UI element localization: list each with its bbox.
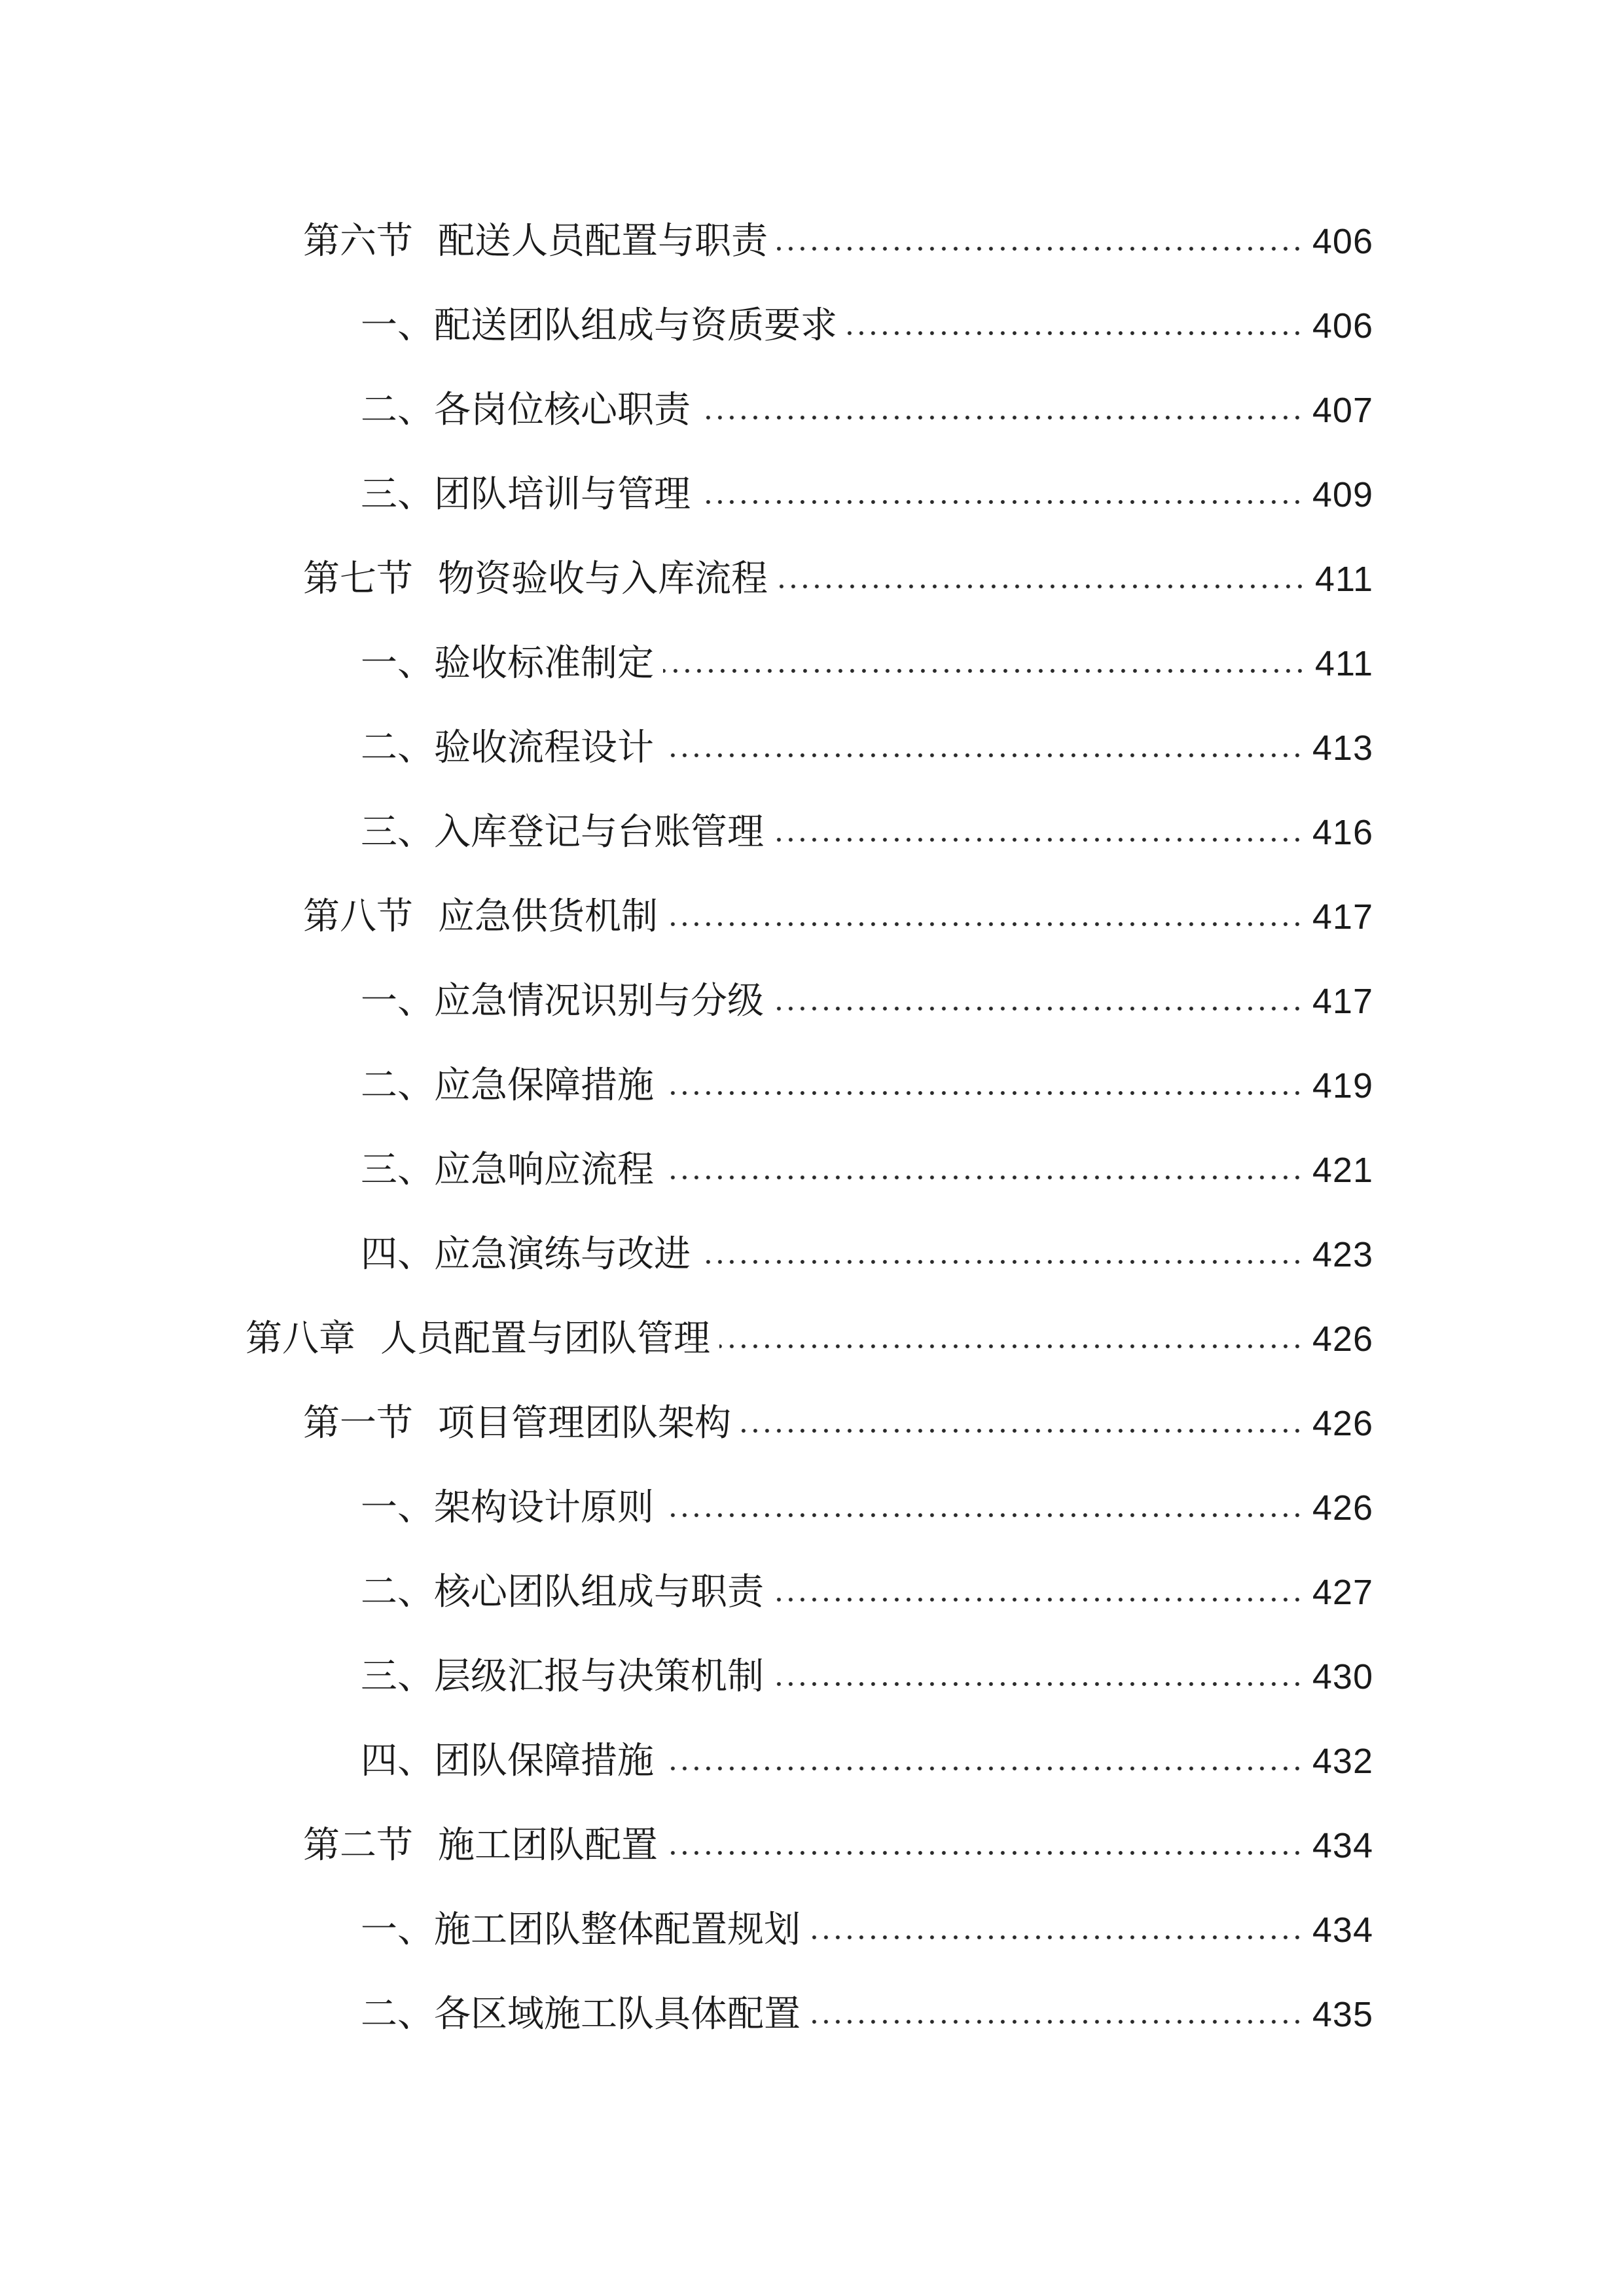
toc-entry-page: 406	[1312, 222, 1373, 261]
toc-entry-number: 三、	[361, 473, 434, 516]
toc-entry-item[interactable]	[361, 1563, 1373, 1622]
toc-entry-page: 435	[1312, 1995, 1373, 2034]
toc-entry-item[interactable]	[361, 1225, 1373, 1284]
toc-entry-label	[361, 1141, 654, 1200]
dot-leader	[663, 1090, 1303, 1096]
toc-entry-title: 项目管理团队架构	[438, 1402, 731, 1444]
toc-entry-title: 团队保障措施	[434, 1740, 654, 1782]
dot-leader	[667, 922, 1303, 927]
toc-entry-label	[245, 1310, 710, 1369]
toc-entry-title: 应急保障措施	[434, 1064, 654, 1107]
toc-entry-label	[361, 1225, 691, 1284]
toc-entry-label	[303, 1394, 731, 1453]
toc-entry-title: 层级汇报与决策机制	[434, 1655, 764, 1698]
toc-entry-label	[303, 550, 768, 609]
toc-entry-section[interactable]	[303, 1816, 1373, 1875]
toc-entry-section[interactable]	[303, 888, 1373, 946]
toc-entry-title: 应急供货机制	[438, 895, 658, 938]
toc-entry-page: 416	[1312, 813, 1373, 852]
toc-entry-page: 430	[1312, 1657, 1373, 1696]
toc-entry-number: 二、	[361, 726, 434, 769]
dot-leader	[773, 1681, 1303, 1687]
dot-leader	[810, 2019, 1303, 2024]
toc-entry-page: 426	[1312, 1404, 1373, 1443]
toc-entry-title: 应急情况识别与分级	[434, 980, 764, 1022]
toc-entry-item[interactable]	[361, 296, 1373, 355]
toc-entry-item[interactable]	[361, 634, 1373, 693]
toc-entry-page: 426	[1312, 1319, 1373, 1359]
dot-leader	[777, 246, 1303, 251]
toc-entry-label	[361, 1563, 764, 1622]
toc-entry-number: 四、	[361, 1740, 434, 1782]
dot-leader	[663, 1513, 1303, 1518]
toc-entry-item[interactable]	[361, 972, 1373, 1031]
toc-entry-number: 第八章	[245, 1318, 355, 1360]
toc-entry-title: 人员配置与团队管理	[380, 1318, 710, 1360]
dot-leader	[719, 1344, 1303, 1349]
toc-entry-page: 413	[1312, 728, 1373, 768]
toc-entry-item[interactable]	[361, 1985, 1373, 2044]
toc-entry-label	[361, 465, 691, 524]
toc-entry-label	[303, 212, 768, 271]
toc-entry-number: 一、	[361, 304, 434, 347]
toc-entry-item[interactable]	[361, 465, 1373, 524]
toc-entry-title: 核心团队组成与职责	[434, 1571, 764, 1613]
toc-entry-page: 423	[1312, 1235, 1373, 1274]
toc-entry-page: 421	[1312, 1151, 1373, 1190]
dot-leader	[663, 1175, 1303, 1180]
toc-entry-label	[361, 1985, 801, 2044]
toc-entry-label	[361, 803, 764, 862]
toc-entry-number: 三、	[361, 1655, 434, 1698]
toc-entry-title: 物资验收与入库流程	[438, 558, 768, 600]
toc-entry-number: 四、	[361, 1233, 434, 1276]
toc-entry-number: 第七节	[303, 558, 413, 600]
dot-leader	[810, 1935, 1303, 1940]
toc-entry-number: 二、	[361, 1571, 434, 1613]
dot-leader	[700, 1259, 1303, 1265]
dot-leader	[777, 584, 1306, 589]
dot-leader	[846, 331, 1303, 336]
toc-entry-label	[361, 719, 654, 778]
dot-leader	[663, 668, 1306, 673]
toc-entry-title: 验收流程设计	[434, 726, 654, 769]
toc-entry-number: 第一节	[303, 1402, 413, 1444]
dot-leader	[773, 1006, 1303, 1011]
toc-entry-number: 二、	[361, 1064, 434, 1107]
toc-entry-item[interactable]	[361, 1647, 1373, 1706]
toc-entry-item[interactable]	[361, 1479, 1373, 1537]
toc-entry-label	[361, 1479, 654, 1537]
dot-leader	[773, 1597, 1303, 1602]
toc-entry-item[interactable]	[361, 381, 1373, 440]
toc-entry-number: 二、	[361, 389, 434, 431]
toc-entry-page: 411	[1314, 560, 1373, 599]
toc-entry-number: 第二节	[303, 1824, 413, 1867]
dot-leader	[663, 1766, 1303, 1771]
toc-entry-number: 二、	[361, 1993, 434, 2036]
toc-entry-page: 411	[1314, 644, 1373, 683]
toc-entry-title: 施工团队整体配置规划	[434, 1909, 801, 1951]
toc-entry-label	[303, 1816, 658, 1875]
toc-entry-page: 426	[1312, 1488, 1373, 1528]
toc-entry-number: 第八节	[303, 895, 413, 938]
toc-entry-label	[361, 1647, 764, 1706]
toc-entry-item[interactable]	[361, 1732, 1373, 1791]
dot-leader	[663, 753, 1303, 758]
toc-entry-item[interactable]	[361, 719, 1373, 778]
toc-entry-page: 434	[1312, 1910, 1373, 1950]
toc-entry-page: 417	[1312, 982, 1373, 1021]
toc-entry-page: 427	[1312, 1573, 1373, 1612]
toc-entry-section[interactable]	[303, 550, 1373, 609]
dot-leader	[740, 1428, 1303, 1433]
toc-entry-number: 第六节	[303, 220, 413, 262]
toc-entry-item[interactable]	[361, 1901, 1373, 1960]
toc-entry-page: 406	[1312, 306, 1373, 346]
toc-entry-chapter[interactable]	[245, 1310, 1373, 1369]
toc-entry-label	[361, 634, 654, 693]
toc-entry-title: 配送团队组成与资质要求	[434, 304, 837, 347]
toc-entry-section[interactable]	[303, 212, 1373, 271]
toc-entry-label	[361, 1732, 654, 1791]
dot-leader	[667, 1850, 1303, 1856]
toc-entry-label	[361, 1901, 801, 1960]
dot-leader	[773, 837, 1303, 842]
toc-entry-label	[361, 1056, 654, 1115]
toc-entry-label	[361, 972, 764, 1031]
toc-entry-page: 432	[1312, 1742, 1373, 1781]
toc-entry-title: 各区域施工队具体配置	[434, 1993, 801, 2036]
dot-leader	[700, 415, 1303, 420]
toc-entry-number: 三、	[361, 1149, 434, 1191]
dot-leader	[700, 499, 1303, 505]
toc-entry-label	[303, 888, 658, 946]
toc-entry-title: 验收标准制定	[434, 642, 654, 685]
toc-entry-item[interactable]	[361, 1056, 1373, 1115]
toc-entry-number: 一、	[361, 642, 434, 685]
toc-entry-title: 架构设计原则	[434, 1486, 654, 1529]
toc-entry-page: 417	[1312, 897, 1373, 937]
toc-entry-number: 一、	[361, 1909, 434, 1951]
toc-entry-page: 419	[1312, 1066, 1373, 1105]
toc-entry-number: 一、	[361, 980, 434, 1022]
toc-entry-page: 409	[1312, 475, 1373, 514]
toc-entry-label	[361, 381, 691, 440]
toc-entry-section[interactable]	[303, 1394, 1373, 1453]
toc-entry-title: 施工团队配置	[438, 1824, 658, 1867]
toc-entry-item[interactable]	[361, 803, 1373, 862]
toc-entry-item[interactable]	[361, 1141, 1373, 1200]
toc-entry-title: 各岗位核心职责	[434, 389, 691, 431]
toc-entry-title: 应急响应流程	[434, 1149, 654, 1191]
toc-entry-title: 团队培训与管理	[434, 473, 691, 516]
toc-entry-number: 一、	[361, 1486, 434, 1529]
toc-entry-title: 应急演练与改进	[434, 1233, 691, 1276]
toc-entry-title: 配送人员配置与职责	[438, 220, 768, 262]
toc-entry-page: 407	[1312, 391, 1373, 430]
toc-entry-number: 三、	[361, 811, 434, 853]
toc-entry-label	[361, 296, 837, 355]
toc-entry-title: 入库登记与台账管理	[434, 811, 764, 853]
toc-entry-page: 434	[1312, 1826, 1373, 1865]
